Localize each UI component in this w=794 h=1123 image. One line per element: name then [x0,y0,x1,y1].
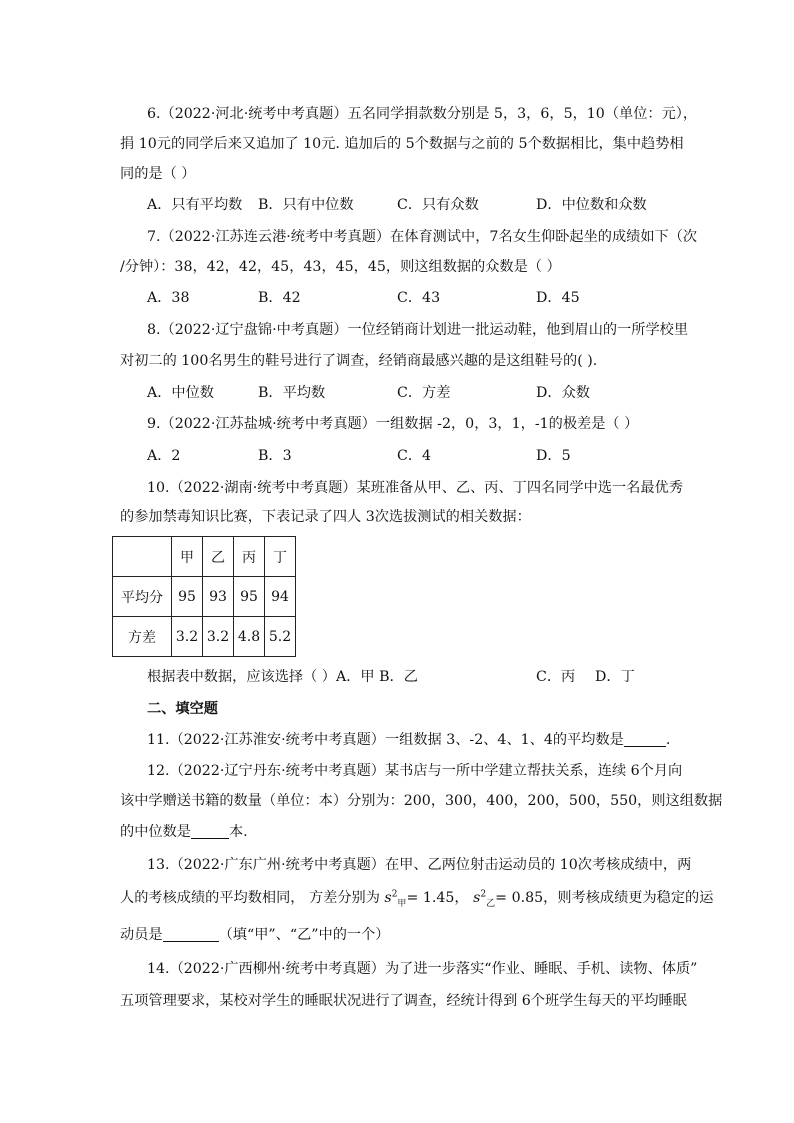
table-cell: 5.2 [265,617,296,657]
q7-line1: 7.（2022·江苏连云港·统考中考真题）在体育测试中，7名女生仰卧起坐的成绩如下（次 [147,229,698,245]
q13-line3-prefix: 动员是 [120,927,163,943]
q11-answer-blank[interactable] [624,731,666,747]
q13-var1-value: = 1.45， [406,890,469,906]
table-cell: 94 [265,577,296,617]
q12-line3-prefix: 的中位数是 [120,824,191,840]
q10-answer-line: 根据表中数据，应该选择（ ）A．甲 B．乙 [147,669,418,685]
q13-line1: 13.（2022·广东广州·统考中考真题）在甲、乙两位射击运动员的 10次考核成绩中，两 [147,857,692,873]
q12-answer-blank[interactable] [191,823,229,839]
q8-option-b: B．平均数 [258,385,326,401]
table-cell: 3.2 [172,617,203,657]
q10-option-c: C．丙 [536,669,576,685]
q14-line2: 五项管理要求，某校对学生的睡眠状况进行了调查，经统计得到 6个班学生每天的平均睡眠 [120,993,687,1009]
q13-line2 [120,888,713,908]
q12-line3-suffix: 本. [228,824,248,840]
q13-var2-subscript: 乙 [486,898,496,909]
table-header-cell: 甲 [172,537,203,577]
q8-option-a: A．中位数 [147,385,214,401]
q13-line3-suffix: （填“甲”、“乙”中的一个） [218,927,390,943]
q14-line1: 14.（2022·广西柳州·统考中考真题）为了进一步落实“作业、睡眠、手机、读物、体质” [147,961,698,977]
q6-option-b: B．只有中位数 [258,197,354,213]
table-header-cell: 丙 [234,537,265,577]
table-header-row [113,537,296,577]
q9-line1: 9.（2022·江苏盐城·统考中考真题）一组数据 -2，0，3，1，-1的极差是（ ） [147,416,639,432]
table-cell: 4.8 [234,617,265,657]
table-cell: 3.2 [203,617,234,657]
q7-line2: /分钟）：38，42，42，45，43，45，45，则这组数据的众数是（ ） [120,259,561,275]
q8-line2: 对初二的 100名男生的鞋号进行了调查，经销商最感兴趣的是这组鞋号的( ). [120,353,598,369]
table-cell: 95 [172,577,203,617]
q13-line2-prefix: 人的考核成绩的平均数相同， 方差分别为 [120,890,380,906]
q6-line1: 6.（2022·河北·统考中考真题）五名同学捐款数分别是 5，3，6，5，10（单位：元）， [147,106,698,122]
q13-var2-value: = 0.85 [495,890,544,906]
table-row [113,617,296,657]
q13-answer-blank[interactable] [163,926,219,942]
q6-line2: 捐 10元的同学后来又追加了 10元. 追加后的 5个数据与之前的 5个数据相比，集中趋势相 [120,136,684,152]
table-row-label: 方差 [113,617,172,657]
q10-line2: 的参加禁毒知识比赛，下表记录了四人 3次选拔测试的相关数据： [120,509,531,525]
table-row-label: 平均分 [113,577,172,617]
table-header-cell: 乙 [203,537,234,577]
q13-line3 [120,925,389,945]
table-header-cell: 丁 [265,537,296,577]
q6-option-c: C．只有众数 [397,197,479,213]
q9-option-b: B．3 [258,448,292,464]
table-row [113,577,296,617]
q11-tail: . [665,732,671,748]
q6-option-a: A．只有平均数 [147,197,243,213]
section-heading-fill-in: 二、填空题 [147,701,218,717]
table-cell: 93 [203,577,234,617]
q7-option-c: C．43 [397,290,441,306]
q13-variance-formula: $s^2_甲= 1.45$， $s^2_乙= 0.85$ [384,889,544,909]
q10-data-table [112,536,296,657]
q12-line2: 该中学赠送书籍的数量（单位：本）分别为：200，300，400，200，500，550，则这组数据 [120,793,723,809]
q9-option-d: D．5 [536,448,571,464]
q7-option-a: A．38 [147,290,190,306]
q11-text: 11.（2022·江苏淮安·统考中考真题）一组数据 3、-2、4、1、4的平均数是 [147,732,624,748]
q13-line2-suffix: ，则考核成绩更为稳定的运 [543,890,714,906]
q6-line3: 同的是（ ） [120,166,196,182]
q9-option-c: C．4 [397,448,432,464]
q13-var1-subscript: 甲 [397,898,407,909]
q6-option-d: D．中位数和众数 [536,197,647,213]
q8-line1: 8.（2022·辽宁盘锦·中考真题）一位经销商计划进一批运动鞋，他到眉山的一所学校里 [147,322,689,338]
q7-option-b: B．42 [258,290,301,306]
q11-line [147,730,670,750]
q8-option-d: D．众数 [536,385,590,401]
table-cell [113,537,172,577]
q10-option-d: D．丁 [595,669,635,685]
q7-option-d: D．45 [536,290,580,306]
q10-line1: 10.（2022·湖南·统考中考真题）某班准备从甲、乙、丙、丁四名同学中选一名最优秀 [147,480,683,496]
q12-line1: 12.（2022·辽宁丹东·统考中考真题）某书店与一所中学建立帮扶关系，连续 6个月向 [147,763,683,779]
q9-option-a: A．2 [147,448,181,464]
q12-line3 [120,822,248,842]
q8-option-c: C．方差 [397,385,451,401]
table-cell: 95 [234,577,265,617]
